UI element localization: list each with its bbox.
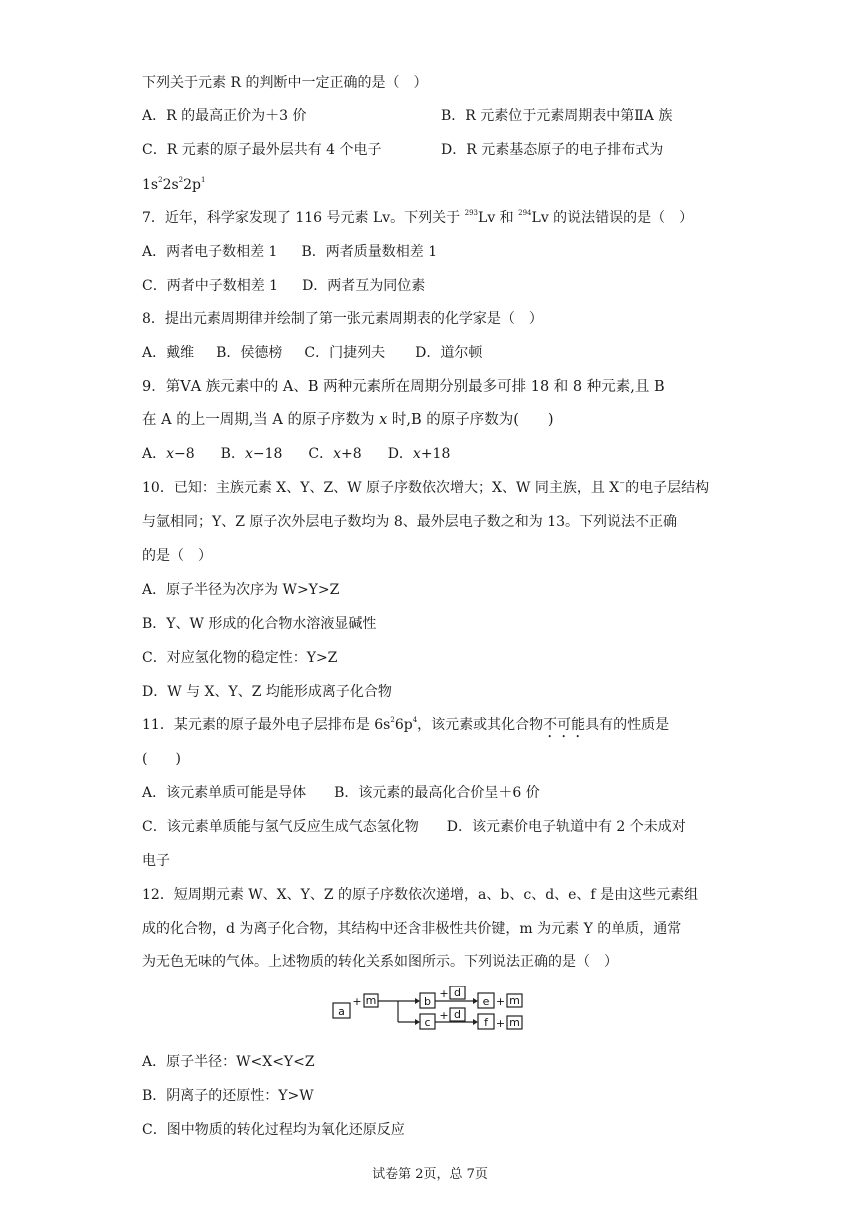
q6-option-c: C．R 元素的原子最外层共有 4 个电子 xyxy=(142,142,382,158)
q12-line2: 成的化合物，d 为离子化合物，其结构中还含非极性共价键，m 为元素 Y 的单质，通常 xyxy=(142,921,682,937)
q12-option-c: C．图中物质的转化过程均为氧化还原反应 xyxy=(142,1122,405,1138)
q9-option-b: B．x−18 xyxy=(220,446,283,462)
label-e: e xyxy=(482,995,490,1008)
q8-option-a: A．戴维 xyxy=(142,345,195,361)
q11-option-d: D．该元素价电子轨道中有 2 个未成对 xyxy=(446,819,686,835)
q11-line1: 11．某元素的原子最外电子层排布是 $6s^26p^4$，该元素或其化合物不可能具有的性质是 xyxy=(142,716,670,733)
label-m-top: m xyxy=(509,994,520,1007)
plus-2: + xyxy=(439,987,449,1000)
q11-option-a: A．该元素单质可能是导体 xyxy=(142,785,307,801)
label-d-top: d xyxy=(454,986,461,999)
conversion-diagram xyxy=(332,986,532,1036)
q7-option-a: A．两者电子数相差 1 xyxy=(142,244,278,260)
q6-option-d-continued: $1s^22s^22p^1$ xyxy=(142,176,206,193)
q9-line1: 9．第ⅤA 族元素中的 A、B 两种元素所在周期分别最多可排 18 和 8 种元素,且 B xyxy=(142,379,665,395)
q7-stem: 7．近年，科学家发现了 116 号元素 Lv。下列关于 $^{293}$Lv 和 $^{294}$Lv 的说法错误的是（ ） xyxy=(142,209,694,226)
q10-option-a: A．原子半径为次序为 W>Y>Z xyxy=(142,582,340,598)
q11-options-row1 xyxy=(142,784,540,802)
label-a: a xyxy=(338,1005,345,1018)
q8-options xyxy=(142,344,482,362)
q6-option-b: B．R 元素位于元素周期表中第ⅡA 族 xyxy=(441,108,673,124)
q12-option-b: B．阴离子的还原性：Y>W xyxy=(142,1088,314,1104)
q9-option-d: D．x+18 xyxy=(387,446,451,462)
label-c: c xyxy=(424,1016,431,1029)
q12-line3: 为无色无味的气体。上述物质的转化关系如图所示。下列说法正确的是（ ） xyxy=(142,954,618,970)
label-d-bottom: d xyxy=(454,1008,461,1021)
q7-option-b: B．两者质量数相差 1 xyxy=(301,244,438,260)
q10-line2: 与氩相同；Y、Z 原子次外层电子数均为 8、最外层电子数之和为 13。下列说法不正确 xyxy=(142,514,678,530)
q12-line1: 12．短周期元素 W、X、Y、Z 的原子序数依次递增，a、b、c、d、e、f 是由这些元素组 xyxy=(142,887,699,903)
plus-4: + xyxy=(495,995,506,1008)
q7-options-row1 xyxy=(142,243,437,261)
q10-line3: 的是（ ） xyxy=(142,548,212,564)
q6-option-d: D．R 元素基态原子的电子排布式为 xyxy=(441,142,664,158)
label-f: f xyxy=(484,1016,488,1029)
q8-option-c: C．门捷列夫 xyxy=(304,345,386,361)
q10-option-d: D．W 与 X、Y、Z 均能形成离子化合物 xyxy=(142,684,392,700)
plus-1: + xyxy=(352,995,362,1008)
q11-line2: ( ) xyxy=(142,751,181,767)
q9-options xyxy=(142,445,450,463)
label-m-bottom: m xyxy=(509,1016,520,1029)
q11-option-c: C．该元素单质能与氢气反应生成气态氢化物 xyxy=(142,819,419,835)
page-footer: 试卷第 2页，总 7页 xyxy=(372,1167,488,1182)
q8-option-b: B．侯德榜 xyxy=(216,345,283,361)
q12-option-a: A．原子半径：W<X<Y<Z xyxy=(142,1054,315,1070)
q7-option-c: C．两者中子数相差 1 xyxy=(142,278,279,294)
q10-line1: 10．已知：主族元素 X、Y、Z、W 原子序数依次增大；X、W 同主族，且 X−的电子层结构 xyxy=(142,479,710,496)
q10-option-c: C．对应氢化物的稳定性：Y>Z xyxy=(142,650,338,666)
plus-3: + xyxy=(439,1009,449,1022)
plus-5: + xyxy=(495,1017,506,1030)
label-b: b xyxy=(424,995,431,1008)
q6-option-a: A．R 的最高正价为＋3 价 xyxy=(142,108,307,124)
q6-stem: 下列关于元素 R 的判断中一定正确的是（ ） xyxy=(142,75,428,91)
q10-option-b: B．Y、W 形成的化合物水溶液显碱性 xyxy=(142,616,377,632)
q11-option-b: B．该元素的最高化合价呈＋6 价 xyxy=(334,785,540,801)
q11-options-row2 xyxy=(142,818,686,836)
q7-option-d: D．两者互为同位素 xyxy=(302,278,426,294)
emphasis-text: 不可能 xyxy=(543,717,586,733)
q8-stem: 8．提出元素周期律并绘制了第一张元素周期表的化学家是（ ） xyxy=(142,311,543,327)
q9-line2: 在 A 的上一周期,当 A 的原子序数为 x 时,B 的原子序数为( ) xyxy=(142,412,554,428)
label-m: m xyxy=(365,994,377,1007)
q7-options-row2 xyxy=(142,277,425,295)
q9-option-c: C．x+8 xyxy=(308,446,362,462)
q8-option-d: D．道尔顿 xyxy=(415,345,483,361)
q11-option-d-continued: 电子 xyxy=(142,853,170,869)
q9-option-a: A．x−8 xyxy=(142,446,195,462)
